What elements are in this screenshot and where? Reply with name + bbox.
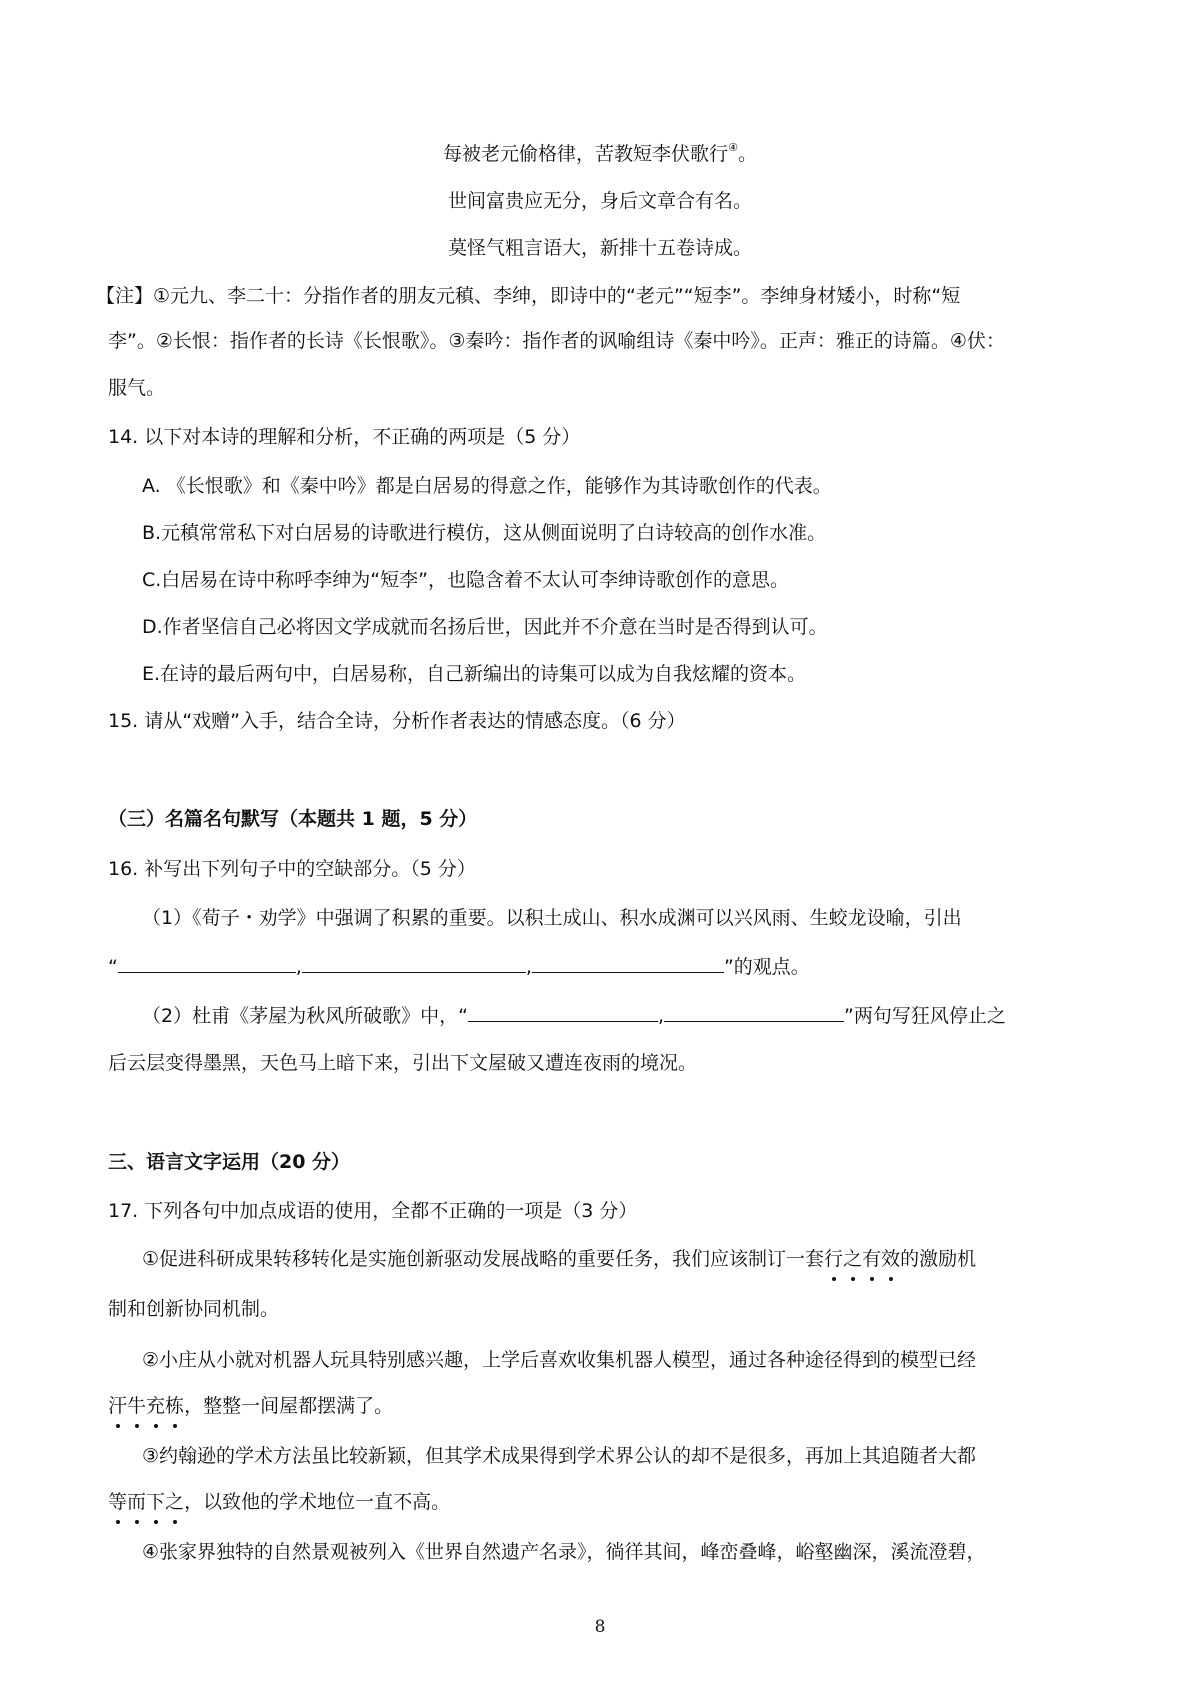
part-2-suffix: ”两句写狂风停止之 — [843, 1005, 1006, 1027]
answer-blank-2[interactable] — [302, 952, 526, 973]
dotted-char: 牛 — [127, 1392, 146, 1420]
question-17-sentence-3-line-2 — [108, 1488, 450, 1516]
question-17-sentence-1-line-2: 制和创新协同机制。 — [108, 1298, 280, 1320]
question-17-sentence-2-line-2 — [108, 1392, 393, 1420]
question-16-part-2-line-1 — [142, 1001, 1006, 1030]
blank-separator: , — [295, 956, 302, 978]
note-line-3: 服气。 — [108, 377, 166, 399]
question-17-stem: 17. 下列各句中加点成语的使用，全都不正确的一项是（3 分） — [108, 1200, 638, 1222]
close-quote-text: ”的观点。 — [723, 956, 810, 978]
question-14-option-b: B.元稹常常私下对白居易的诗歌进行模仿，这从侧面说明了白诗较高的创作水准。 — [142, 522, 827, 544]
poem-line-3: 莫怪气粗言语大，新排十五卷诗成。 — [447, 237, 752, 259]
section-heading-language-use: 三、语言文字运用（20 分） — [108, 1151, 351, 1173]
poem-line-1-text: 每被老元偷格律，苦教短李伏歌行 — [443, 143, 729, 165]
part-2-prefix: （2）杜甫《茅屋为秋风所破歌》中，“ — [142, 1005, 468, 1027]
question-16-part-2-line-2: 后云层变得墨黑，天色马上暗下来，引出下文屋破又遭连夜雨的境况。 — [108, 1052, 698, 1074]
note-line-1: 【注】①元九、李二十：分指作者的朋友元稹、李绅，即诗中的“老元”“短李”。李绅身材矮小，时称“短 — [96, 285, 961, 307]
answer-blank-1[interactable] — [118, 952, 296, 973]
dotted-char: 汗 — [108, 1392, 127, 1420]
sentence-2-text-end: ，整整一间屋都摆满了。 — [184, 1395, 394, 1417]
question-16-part-1-line-1: （1）《荀子・劝学》中强调了积累的重要。以积土成山、积水成渊可以兴风雨、生蛟龙设喻，引出 — [142, 907, 962, 929]
section-heading-poetry-recitation: （三）名篇名句默写（本题共 1 题，5 分） — [108, 808, 478, 830]
answer-blank-5[interactable] — [664, 1001, 844, 1022]
sentence-1-text: ①促进科研成果转移转化是实施创新驱动发展战略的重要任务，我们应该制订一套 — [142, 1248, 825, 1270]
dotted-char: 行 — [824, 1245, 843, 1273]
page-number: 8 — [594, 1617, 606, 1637]
dotted-char: 而 — [127, 1488, 146, 1516]
dotted-char: 有 — [862, 1245, 881, 1273]
note-line-2: 李”。②长恨：指作者的长诗《长恨歌》。③秦吟：指作者的讽喻组诗《秦中吟》。正声：雅正的诗篇。④伏： — [108, 330, 1005, 352]
dotted-char: 下 — [146, 1488, 165, 1516]
question-14-stem: 14. 以下对本诗的理解和分析，不正确的两项是（5 分） — [108, 426, 581, 448]
poem-line-1-end: 。 — [737, 143, 757, 165]
question-14-option-c: C.白居易在诗中称呼李绅为“短李”，也隐含着不太认可李绅诗歌创作的意思。 — [142, 569, 789, 591]
poem-line-2: 世间富贵应无分，身后文章合有名。 — [447, 190, 752, 212]
question-17-sentence-2-line-1: ②小庄从小就对机器人玩具特别感兴趣，上学后喜欢收集机器人模型，通过各种途径得到的模型已经 — [142, 1349, 977, 1371]
sentence-1-text-end: 的激励机 — [900, 1248, 977, 1270]
question-14-option-e: E.在诗的最后两句中，白居易称，自己新编出的诗集可以成为自我炫耀的资本。 — [142, 663, 807, 685]
poem-footnote-mark: ④ — [728, 141, 738, 154]
blank-separator: , — [525, 956, 532, 978]
dotted-char: 之 — [165, 1488, 184, 1516]
dotted-char: 等 — [108, 1488, 127, 1516]
dotted-char: 之 — [843, 1245, 862, 1273]
question-17-sentence-3-line-1: ③约翰逊的学术方法虽比较新颖，但其学术成果得到学术界公认的却不是很多，再加上其追随者大都 — [142, 1445, 977, 1467]
poem-line-1 — [0, 140, 1200, 168]
dotted-char: 充 — [146, 1392, 165, 1420]
question-14-option-a: A. 《长恨歌》和《秦中吟》都是白居易的得意之作，能够作为其诗歌创作的代表。 — [142, 475, 832, 497]
question-15-stem: 15. 请从“戏赠”入手，结合全诗，分析作者表达的情感态度。（6 分） — [108, 710, 686, 732]
dotted-char: 栋 — [165, 1392, 184, 1420]
question-16-part-1-line-2 — [108, 952, 810, 981]
question-17-sentence-1-line-1 — [142, 1245, 976, 1273]
question-14-option-d: D.作者坚信自己必将因文学成就而名扬后世，因此并不介意在当时是否得到认可。 — [142, 616, 828, 638]
answer-blank-4[interactable] — [468, 1001, 658, 1022]
sentence-3-text-end: ，以致他的学术地位一直不高。 — [184, 1491, 451, 1513]
dotted-char: 效 — [881, 1245, 900, 1273]
question-16-stem: 16. 补写出下列句子中的空缺部分。（5 分） — [108, 858, 476, 880]
question-17-sentence-4-line-1: ④张家界独特的自然景观被列入《世界自然遗产名录》，徜徉其间，峰峦叠峰，峪壑幽深，溪流澄碧， — [142, 1541, 986, 1563]
open-quote: “ — [108, 956, 118, 978]
answer-blank-3[interactable] — [532, 952, 724, 973]
blank-separator: , — [657, 1005, 664, 1027]
